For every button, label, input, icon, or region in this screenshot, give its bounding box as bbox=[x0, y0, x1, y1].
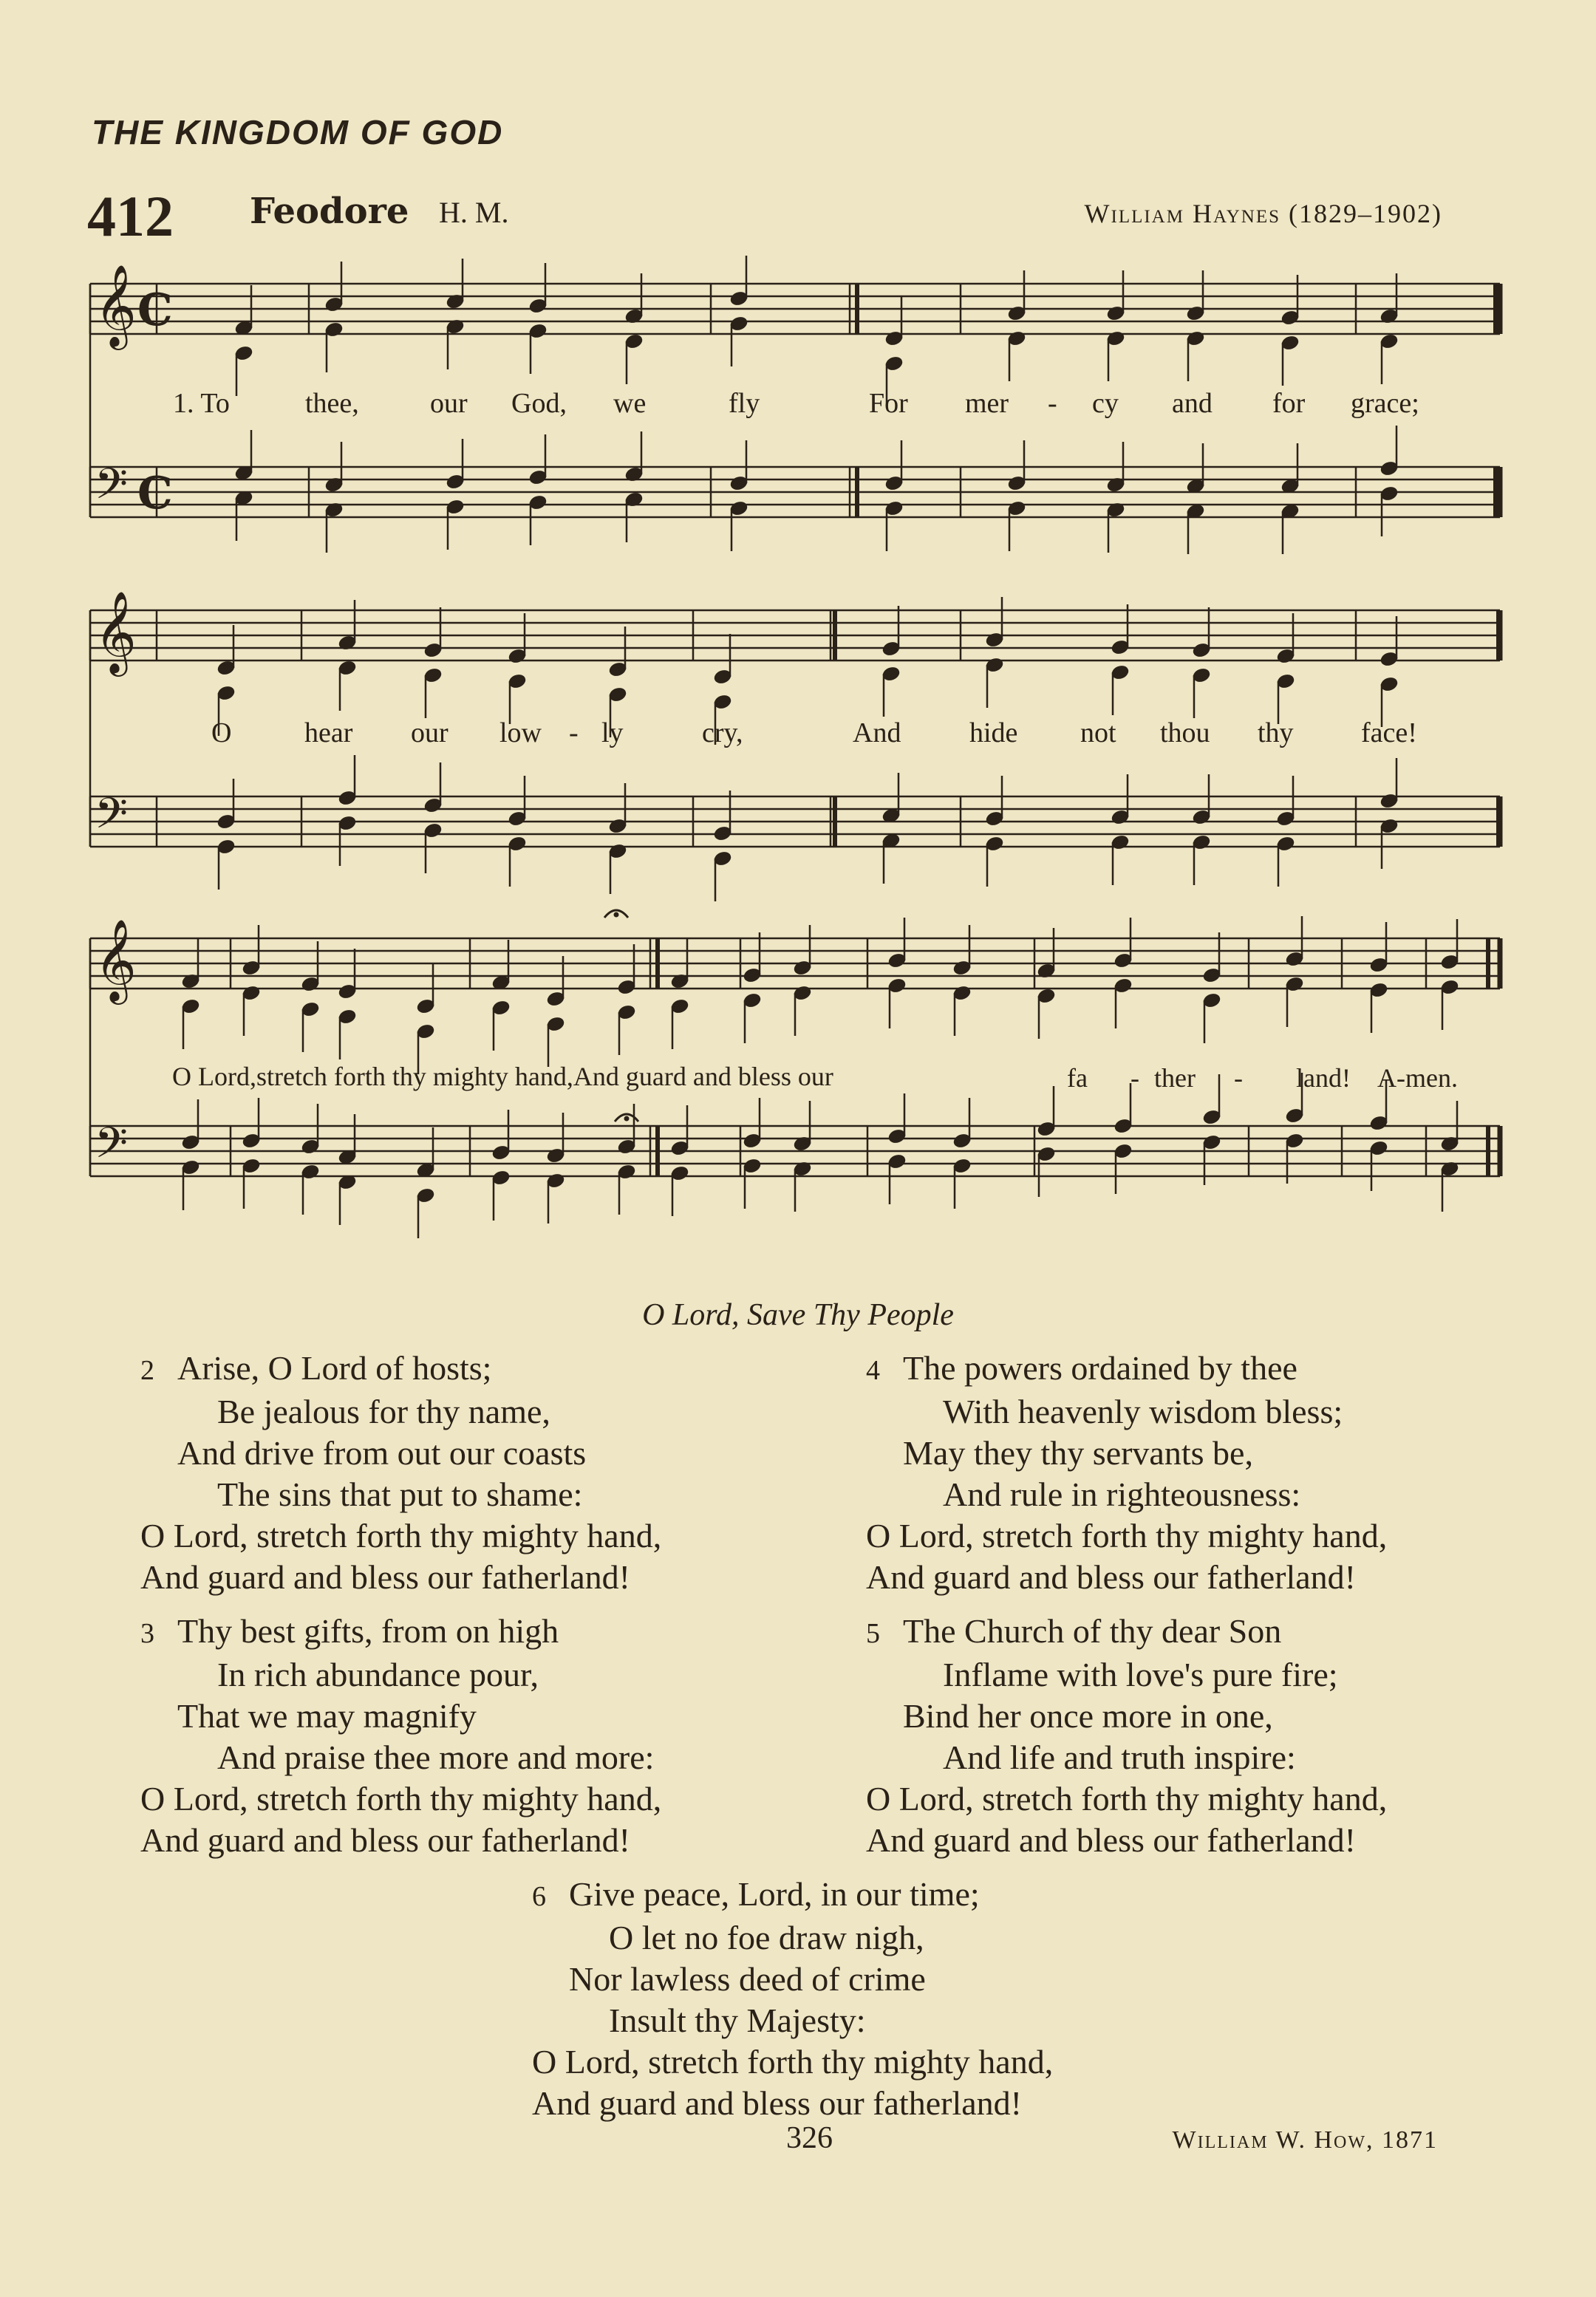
stanza-line: And guard and bless our fatherland! bbox=[866, 1558, 1356, 1596]
lyric-syllable: land! bbox=[1296, 1063, 1351, 1093]
lyric-syllable: fa bbox=[1067, 1063, 1088, 1093]
stanza-line: And drive from out our coasts bbox=[177, 1434, 587, 1472]
hymn-subtitle: O Lord, Save Thy People bbox=[642, 1298, 954, 1332]
stanza-line: O Lord, stretch forth thy mighty hand, bbox=[140, 1780, 662, 1818]
common-time-icon: C bbox=[137, 284, 173, 336]
stanza-line: And guard and bless our fatherland! bbox=[532, 2084, 1022, 2122]
lyric-syllable: ther bbox=[1154, 1063, 1196, 1093]
lyric-syllable: face! bbox=[1361, 717, 1417, 748]
meter: H. M. bbox=[439, 196, 509, 229]
lyric-syllable: thou bbox=[1160, 717, 1210, 748]
lyric-syllable: thy bbox=[1258, 717, 1294, 748]
bass-clef-icon: 𝄢 bbox=[95, 1118, 129, 1178]
lyric-syllable: for bbox=[1272, 388, 1306, 419]
stanza-line: O Lord, stretch forth thy mighty hand, bbox=[532, 2043, 1054, 2081]
treble-clef-icon: 𝄞 bbox=[95, 264, 137, 347]
stanza-number: 3 bbox=[140, 1618, 154, 1649]
lyric-syllable: - bbox=[1130, 1063, 1139, 1093]
stanza-4 bbox=[866, 1348, 1387, 1598]
lyric-syllable: A-men. bbox=[1377, 1063, 1458, 1093]
stanza-number: 2 bbox=[140, 1355, 154, 1386]
lyric-syllable: mer bbox=[965, 388, 1009, 419]
stanza-line: The Church of thy dear Son bbox=[903, 1612, 1282, 1650]
lyric-syllable: and bbox=[1172, 388, 1213, 419]
hymn-number: 412 bbox=[87, 184, 174, 248]
lyric-syllable: hear bbox=[304, 717, 353, 748]
lyric-syllable: O bbox=[211, 717, 232, 748]
stanza-line: Give peace, Lord, in our time; bbox=[569, 1875, 980, 1913]
stanza-number: 4 bbox=[866, 1355, 880, 1386]
stanza-line: O Lord, stretch forth thy mighty hand, bbox=[866, 1780, 1388, 1818]
stanza-line: And rule in righteousness: bbox=[943, 1475, 1301, 1513]
refrain-lyrics: O Lord,stretch forth thy mighty hand,And guard and bless our bbox=[172, 1062, 833, 1091]
fermata-dot bbox=[624, 1116, 629, 1121]
lyric-syllable: - bbox=[1234, 1063, 1243, 1093]
stanza-3 bbox=[140, 1611, 661, 1861]
section-title: THE KINGDOM OF GOD bbox=[92, 113, 504, 151]
treble-clef-icon: 𝄞 bbox=[95, 918, 137, 1001]
author-credit: William W. How, 1871 bbox=[1172, 2126, 1438, 2154]
lyric-syllable: cy bbox=[1092, 388, 1119, 419]
lyric-syllable: And bbox=[853, 717, 901, 748]
lyric-syllable: fly bbox=[729, 388, 760, 419]
composer-credit: William Haynes (1829–1902) bbox=[1084, 199, 1442, 228]
stanza-line: Inflame with love's pure fire; bbox=[943, 1656, 1338, 1693]
lyric-syllable: ly bbox=[601, 717, 624, 748]
stanza-line: With heavenly wisdom bless; bbox=[943, 1393, 1343, 1430]
lyric-syllable: - bbox=[1048, 388, 1057, 419]
stanza-line: Nor lawless deed of crime bbox=[569, 1960, 926, 1998]
stanza-line: The sins that put to shame: bbox=[217, 1475, 583, 1513]
treble-clef-icon: 𝄞 bbox=[95, 590, 137, 673]
stanza-line: The powers ordained by thee bbox=[903, 1349, 1297, 1387]
stanza-line: Arise, O Lord of hosts; bbox=[177, 1349, 492, 1387]
lyric-syllable: hide bbox=[969, 717, 1018, 748]
stanza-line: And guard and bless our fatherland! bbox=[140, 1821, 630, 1859]
lyric-syllable: thee, bbox=[305, 388, 359, 419]
stanza-line: And guard and bless our fatherland! bbox=[140, 1558, 630, 1596]
fermata-dot bbox=[614, 912, 618, 917]
stanza-line: O Lord, stretch forth thy mighty hand, bbox=[866, 1517, 1388, 1554]
stanza-6 bbox=[532, 1874, 1053, 2124]
stanza-line: O let no foe draw nigh, bbox=[609, 1919, 924, 1956]
stanza-line: Insult thy Majesty: bbox=[609, 2001, 866, 2039]
common-time-icon: C bbox=[137, 468, 173, 519]
lyric-syllable: our bbox=[411, 717, 449, 748]
lyric-syllable: cry, bbox=[702, 717, 743, 748]
bass-clef-icon: 𝄢 bbox=[95, 459, 129, 519]
stanza-line: Be jealous for thy name, bbox=[217, 1393, 550, 1430]
stanza-number: 5 bbox=[866, 1618, 880, 1649]
stanza-2 bbox=[140, 1348, 661, 1598]
lyric-syllable: grace; bbox=[1351, 388, 1419, 419]
bass-clef-icon: 𝄢 bbox=[95, 788, 129, 849]
stanza-line: May they thy servants be, bbox=[903, 1434, 1253, 1472]
lyric-syllable: For bbox=[869, 388, 908, 419]
lyric-syllable: not bbox=[1080, 717, 1116, 748]
page-number: 326 bbox=[786, 2121, 833, 2155]
stanza-5 bbox=[866, 1611, 1387, 1861]
stanza-line: And life and truth inspire: bbox=[943, 1738, 1296, 1776]
tune-name: Feodore bbox=[250, 191, 409, 232]
stanza-line: O Lord, stretch forth thy mighty hand, bbox=[140, 1517, 662, 1554]
lyric-syllable: we bbox=[613, 388, 647, 419]
lyric-syllable: 1. To bbox=[173, 388, 230, 419]
stanza-line: In rich abundance pour, bbox=[217, 1656, 539, 1693]
stanza-line: That we may magnify bbox=[177, 1697, 477, 1735]
lyric-syllable: our bbox=[430, 388, 468, 419]
stanza-line: Bind her once more in one, bbox=[903, 1697, 1273, 1735]
lyric-syllable: - bbox=[569, 717, 579, 748]
lyric-syllable: low bbox=[499, 717, 542, 748]
lyric-syllable: God, bbox=[511, 388, 567, 419]
stanza-number: 6 bbox=[532, 1881, 546, 1912]
stanza-line: Thy best gifts, from on high bbox=[177, 1612, 559, 1650]
stanza-line: And guard and bless our fatherland! bbox=[866, 1821, 1356, 1859]
stanza-line: And praise thee more and more: bbox=[217, 1738, 655, 1776]
